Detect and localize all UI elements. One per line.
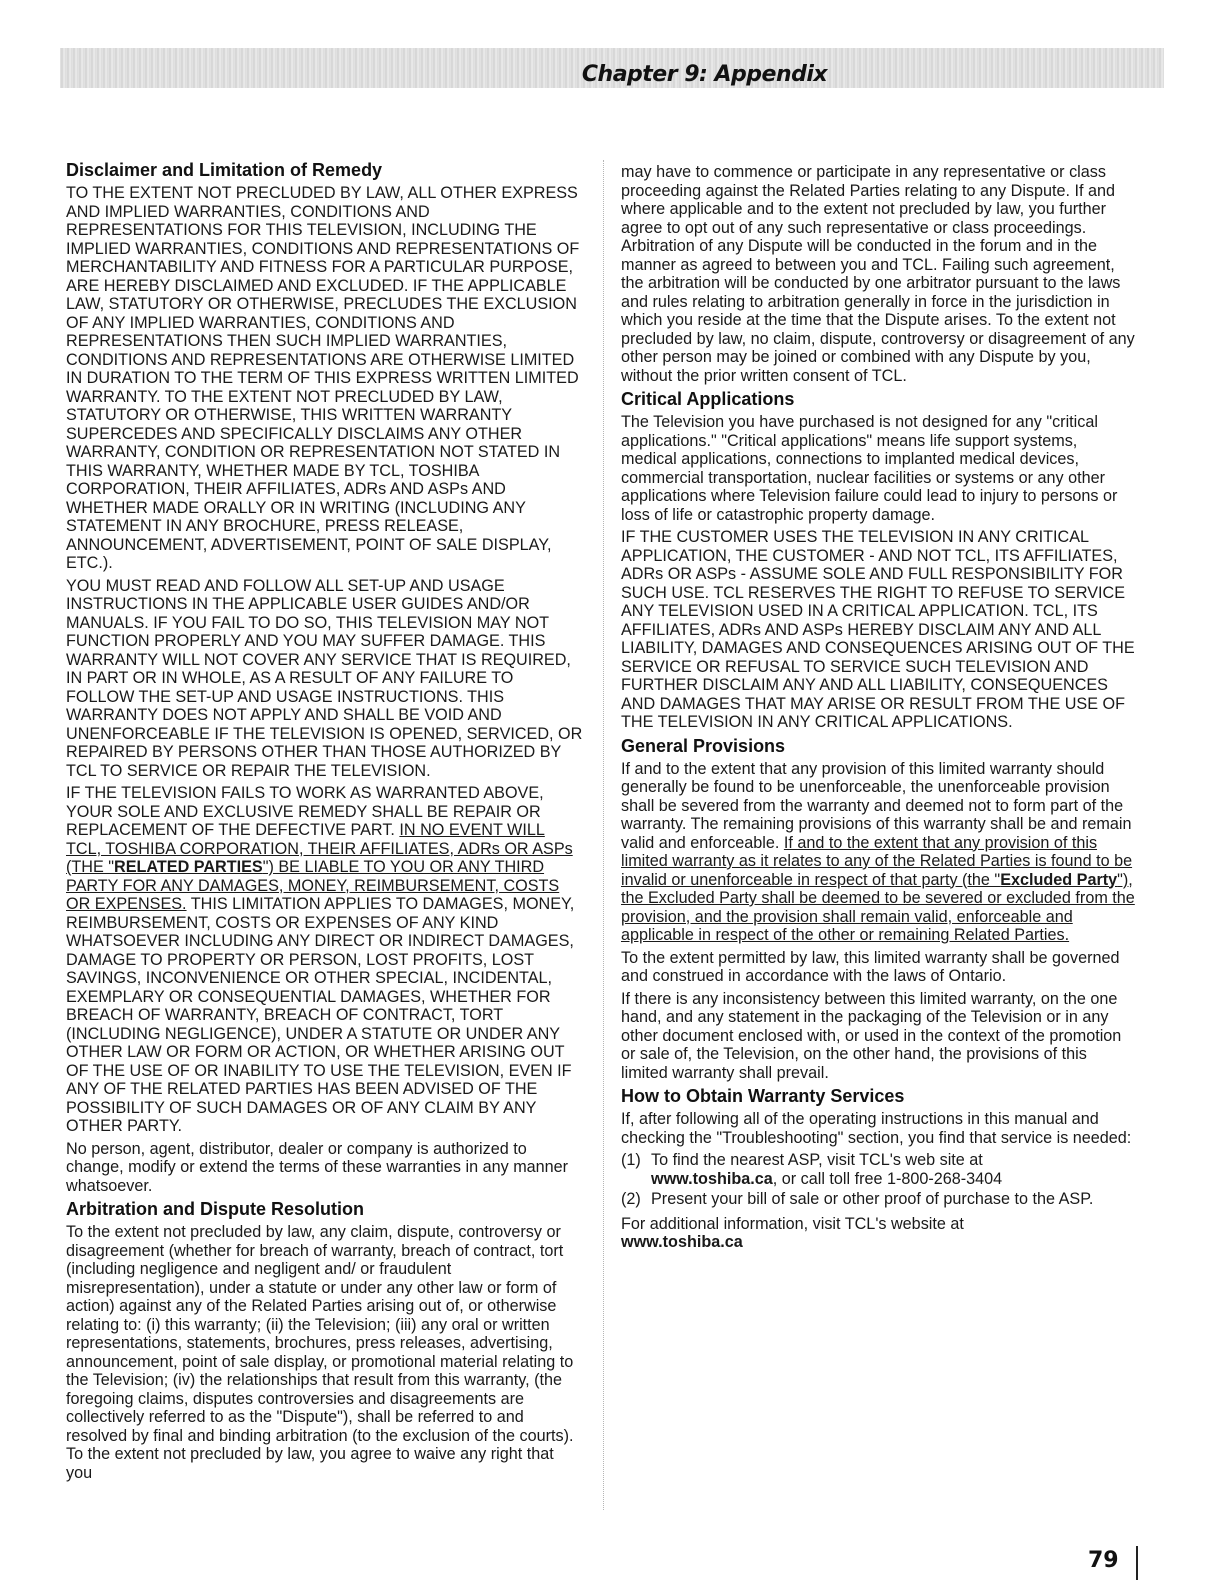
step-phone-text: , or call toll free 1-800-268-3404 [772, 1169, 1003, 1188]
disclaimer-paragraph-1: TO THE EXTENT NOT PRECLUDED BY LAW, ALL OTHER EXPRESS AND IMPLIED WARRANTIES, CONDITIONS AND REPRESENTATIONS FOR THIS TELEVISION, INCLUDING THE IMPLIED WARRANTIES, CONDITIONS AND REPRESENTATIONS OF MERCHANTABILITY AND FITNESS FOR A PARTICULAR PURPOSE, ARE HEREBY DISCLAIMED AND EXCLUDED. IF THE APPLICABLE LAW, STATUTORY OR OTHERWISE, PRECLUDES THE EXCLUSION OF ANY IMPLIED WARRANTIES, CONDITIONS AND REPRESENTATIONS THEN SUCH IMPLIED WARRANTIES, CONDITIONS AND REPRESENTATIONS ARE OTHERWISE LIMITED IN DURATION TO THE TERM OF THIS EXPRESS WRITTEN LIMITED WARRANTY. TO THE EXTENT NOT PRECLUDED BY LAW, STATUTORY OR OTHERWISE, THIS WRITTEN WARRANTY SUPERCEDES AND SPECIFICALLY DISCLAIMS ANY OTHER WARRANTY, CONDITION OR REPRESENTATION NOT STATED IN THIS WARRANTY, WHETHER MADE BY TCL, TOSHIBA CORPORATION, THEIR AFFILIATES, ADRs AND ASPs AND WHETHER MADE ORALLY OR IN WRITING (INCLUDING ANY STATEMENT IN ANY BROCHURE, PRESS RELEASE, ANNOUNCEMENT, ADVERTISEMENT, POINT OF SALE DISPLAY, ETC.). [66, 184, 580, 572]
general-paragraph-3: If there is any inconsistency between this limited warranty, on the one hand, and any statement in the packaging of the Television or in any other document enclosed with, or used in the context of the promotion or sale of, the Television, on the other hand, the provisions of this limited warranty shall prevail. [621, 989, 1122, 1082]
obtain-warranty-heading: How to Obtain Warranty Services [621, 1086, 905, 1106]
general-underlined-part-1: If and to the extent that any provision of this limited warranty as it relates to any of the Related Parties is found to be invalid or unenforceable in respect of that party (the " [621, 833, 1133, 889]
excluded-party-term: Excluded Party [1000, 870, 1118, 889]
list-item [621, 1151, 1136, 1188]
service-steps-list [621, 1151, 1136, 1209]
right-column [621, 163, 1136, 1256]
column-divider [603, 160, 604, 1510]
obtain-paragraph-1: If, after following all of the operating instructions in this manual and checking the "Troubleshooting" section, you find that service is needed: [621, 1110, 1132, 1147]
critical-paragraph-1: The Television you have purchased is not designed for any "critical applications." "Critical applications" means life support systems, medical applications, connections to implanted medical devices, commercial transportation, nuclear facilities or systems or any other applications where Television failure could lead to injury to persons or loss of life or catastrophic property damage. [621, 413, 1118, 524]
toshiba-website-link[interactable]: www.toshiba.ca [621, 1233, 743, 1251]
disclaimer-heading: Disclaimer and Limitation of Remedy [66, 160, 383, 180]
disclaimer-underlined-part-2: ") BE LIABLE TO YOU OR ANY THIRD PARTY FOR ANY DAMAGES, MONEY, REIMBURSEMENT, COSTS OR EXPENSES. [66, 858, 560, 913]
general-paragraph-2: To the extent permitted by law, this limited warranty shall be governed and construed in accordance with the laws of Ontario. [621, 948, 1120, 985]
left-column [66, 160, 583, 1486]
disclaimer-limitation-text: THIS LIMITATION APPLIES TO DAMAGES, MONEY, REIMBURSEMENT, COSTS OR EXPENSES OF ANY KIND WHATSOEVER INCLUDING ANY DIRECT OR INDIRECT DAMAGES, DAMAGE TO PROPERTY OR PERSON, LOST PROFITS, LOST SAVINGS, INCONVENIENCE OR OTHER SPECIAL, INCIDENTAL, EXEMPLARY OR CONSEQUENTIAL DAMAGES, WHETHER FOR BREACH OF WARRANTY, BREACH OF CONTRACT, TORT (INCLUDING NEGLIGENCE), UNDER A STATUTE OR UNDER ANY OTHER LAW OR FORM OR ACTION, OR WHETHER ARISING OUT OF THE USE OF OR INABILITY TO USE THE TELEVISION, EVEN IF ANY OF THE RELATED PARTIES HAS BEEN ADVISED OF THE POSSIBILITY OF SUCH DAMAGES OR OF ANY CLAIM BY ANY OTHER PARTY. [66, 895, 575, 1135]
arbitration-continued: may have to commence or participate in any representative or class proceeding against the Related Parties relating to any Dispute. If and where applicable and to the extent not precluded by law, you further agree to opt out of any such representative or class proceedings. Arbitration of any Dispute will be conducted in the forum and in the manner as agreed to between you and TCL. Failing such agreement, the arbitration will be conducted by one arbitrator pursuant to the laws and rules relating to arbitration generally in force in the jurisdiction in which you reside at the time that the Dispute arises. To the extent not precluded by law, no claim, dispute, controversy or disagreement of any other person may be joined or combined with any Dispute by you, without the prior written consent of TCL. [621, 163, 1135, 385]
toshiba-website-link[interactable]: www.toshiba.ca [651, 1169, 773, 1188]
step-number: (1) [621, 1151, 641, 1169]
general-underlined-part-2: "), the Excluded Party shall be deemed to be severed or excluded from the provision, and the provision shall remain valid, enforceable and applicable in respect of the other or remaining Related Parties. [621, 870, 1135, 944]
page-number-rule [1136, 1546, 1138, 1580]
related-parties-term: RELATED PARTIES [114, 858, 263, 876]
arbitration-paragraph-1: To the extent not precluded by law, any claim, dispute, controversy or disagreement (whether for breach of warranty, breach of contract, tort (including negligence and negligent and/ or fraudulent misrepresentation), under a statute or under any other law or form of action) against any of the Related Parties arising out of, or otherwise relating to: (i) this warranty; (ii) the Television; (iii) any oral or written representations, statements, brochures, press releases, advertising, announcement, point of sale display, or promotional material relating to the Television; (iv) the relationships that result from this warranty, (the foregoing claims, disputes controversies and disagreements are collectively referred to as the "Dispute"), shall be referred to and resolved by final and binding arbitration (to the exclusion of the courts). To the extent not precluded by law, you agree to waive any right that you [66, 1223, 574, 1482]
disclaimer-paragraph-3 [66, 784, 583, 1136]
disclaimer-text: IF THE TELEVISION FAILS TO WORK AS WARRANTED ABOVE, YOUR SOLE AND EXCLUSIVE REMEDY SHALL BE REPAIR OR REPLACEMENT OF THE DEFECTIVE PART. [66, 784, 544, 839]
critical-applications-heading: Critical Applications [621, 389, 795, 409]
list-item [621, 1190, 1136, 1209]
disclaimer-paragraph-2: YOU MUST READ AND FOLLOW ALL SET-UP AND USAGE INSTRUCTIONS IN THE APPLICABLE USER GUIDES AND/OR MANUALS. IF YOU FAIL TO DO SO, THIS TELEVISION MAY NOT FUNCTION PROPERLY AND YOU MAY SUFFER DAMAGE. THIS WARRANTY WILL NOT COVER ANY SERVICE THAT IS REQUIRED, IN PART OR IN WHOLE, AS A RESULT OF ANY FAILURE TO FOLLOW THE SET-UP AND USAGE INSTRUCTIONS. THIS WARRANTY DOES NOT APPLY AND SHALL BE VOID AND UNENFORCEABLE IF THE TELEVISION IS OPENED, SERVICED, OR REPAIRED BY PERSONS OTHER THAN THOSE AUTHORIZED BY TCL TO SERVICE OR REPAIR THE TELEVISION. [66, 576, 583, 780]
step-number: (2) [621, 1190, 641, 1208]
obtain-paragraph-2 [621, 1215, 1136, 1252]
chapter-title: Chapter 9: Appendix [581, 62, 828, 87]
arbitration-heading: Arbitration and Dispute Resolution [66, 1199, 365, 1219]
general-provisions-heading: General Provisions [621, 735, 786, 756]
additional-info-text: For additional information, visit TCL's website at [621, 1214, 964, 1233]
step-text: Present your bill of sale or other proof of purchase to the ASP. [651, 1190, 1094, 1208]
step-text: To find the nearest ASP, visit TCL's web site at [651, 1151, 983, 1169]
disclaimer-underlined-part-1: IN NO EVENT WILL TCL, TOSHIBA CORPORATION, THEIR AFFILIATES, ADRs OR ASPs (THE " [66, 821, 573, 876]
general-text: If and to the extent that any provision of this limited warranty should generally be found to be unenforceable, the unenforceable provision shall be severed from the warranty and deemed not to form part of the warranty. The remaining provisions of this warranty shall be and remain valid and enforceable. [621, 759, 1132, 852]
critical-paragraph-2: IF THE CUSTOMER USES THE TELEVISION IN ANY CRITICAL APPLICATION, THE CUSTOMER - AND NOT TCL, ITS AFFILIATES, ADRs OR ASPs - ASSUME SOLE AND FULL RESPONSIBILITY FOR SUCH USE. TCL RESERVES THE RIGHT TO REFUSE TO SERVICE ANY TELEVISION USED IN A CRITICAL APPLICATION. TCL, ITS AFFILIATES, ADRs AND ASPs HEREBY DISCLAIM ANY AND ALL LIABILITY, DAMAGES AND CONSEQUENCES ARISING OUT OF THE SERVICE OR REFUSAL TO SERVICE SUCH TELEVISION AND FURTHER DISCLAIM ANY AND ALL LIABILITY, CONSEQUENCES AND DAMAGES THAT MAY ARISE OR RESULT FROM THE USE OF THE TELEVISION IN ANY CRITICAL APPLICATIONS. [621, 528, 1135, 731]
general-paragraph-1 [621, 760, 1136, 945]
page-number: 79 [1088, 1548, 1119, 1573]
disclaimer-paragraph-4: No person, agent, distributor, dealer or company is authorized to change, modify or extend the terms of these warranties in any manner whatsoever. [66, 1139, 569, 1195]
